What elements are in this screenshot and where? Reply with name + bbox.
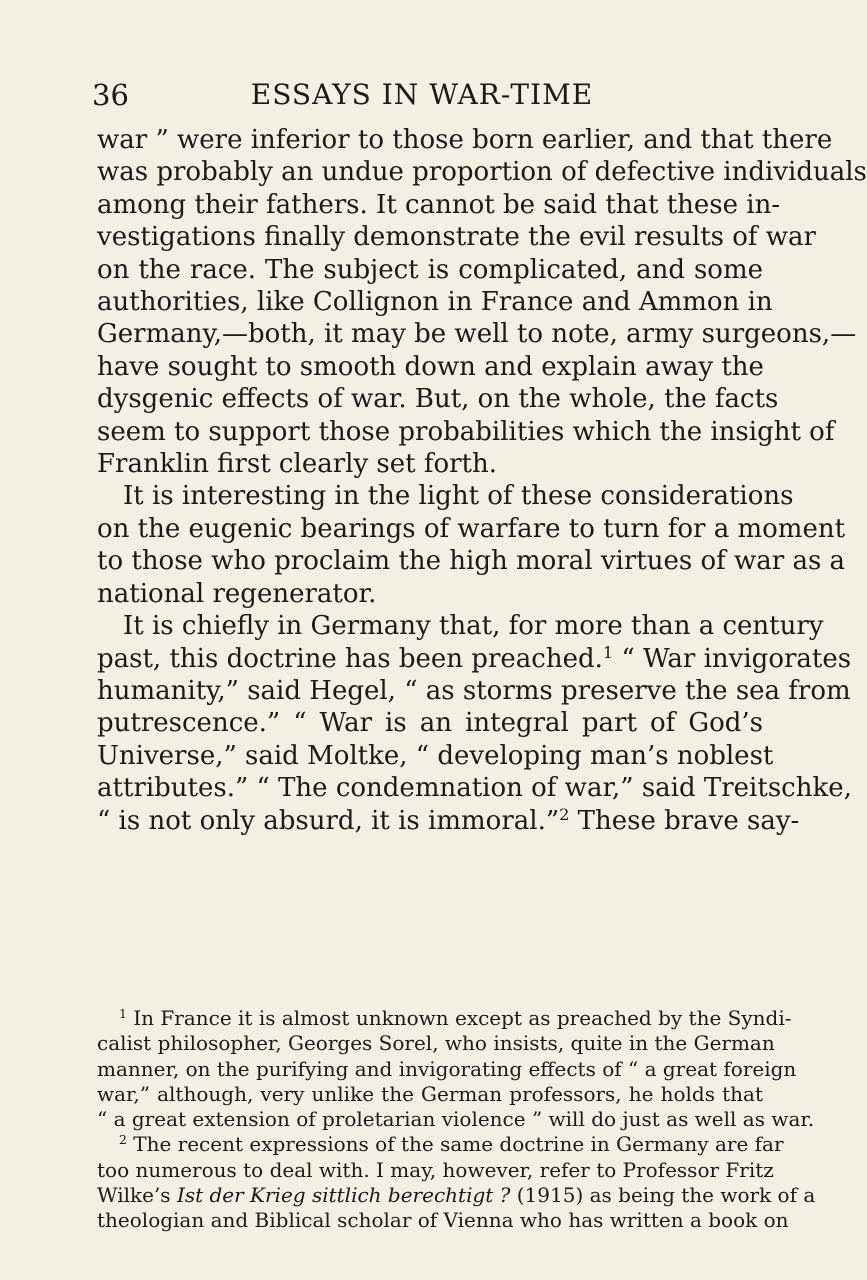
footnote-line: too numerous to deal with. I may, however, refer to Professor Fritz — [97, 1157, 774, 1182]
body-line: vestigations finally demonstrate the evil results of war — [97, 222, 816, 253]
book-title: Ist der Krieg sittlich berechtigt ? — [176, 1183, 511, 1208]
body-line: It is interesting in the light of these considerations — [123, 481, 794, 512]
body-line: war ” were inferior to those born earlier, and that there — [97, 125, 833, 155]
footnote-2 — [97, 1132, 784, 1157]
footnote-line: war,” although, very unlike the German professors, he holds that — [97, 1081, 763, 1106]
footnote-text: Wilke’s — [97, 1183, 177, 1208]
body-line: seem to support those probabilities which the insight of — [97, 416, 835, 447]
footnote-text: In France it is almost unknown except as preached by the Syndi- — [133, 1006, 792, 1030]
body-line: national regenerator. — [97, 578, 377, 609]
footnote-text: The recent expressions of the same doctrine in Germany are far — [133, 1132, 784, 1157]
footnote-line — [97, 1183, 816, 1208]
body-line: Franklin first clearly set forth. — [97, 449, 498, 480]
body-line: Universe,” said Moltke, “ developing man’s noblest — [97, 740, 774, 771]
body-line: Germany,—both, it may be well to note, army surgeons,— — [97, 319, 857, 350]
body-line: dysgenic effects of war. But, on the whole, the facts — [97, 384, 779, 415]
footnotes — [97, 1006, 816, 1234]
body-line: among their fathers. It cannot be said that these in- — [97, 189, 781, 220]
body-line: humanity,” said Hegel, “ as storms preserve the sea from — [97, 675, 851, 706]
footnote-line: manner, on the purifying and invigorating effects of “ a great foreign — [97, 1056, 797, 1081]
running-title: ESSAYS IN WAR-TIME — [250, 78, 594, 111]
footnote-1 — [97, 1006, 792, 1031]
footnote-line: calist philosopher, Georges Sorel, who insists, quite in the German — [97, 1031, 775, 1056]
body-line-segment: “ is not only absurd, it is immoral.” — [97, 805, 560, 836]
footnote-text: (1915) as being the work of a — [510, 1183, 816, 1208]
body-text — [97, 124, 867, 837]
body-line-segment: past, this doctrine has been preached. — [97, 643, 603, 674]
footnote-ref-1[interactable]: 1 — [602, 642, 614, 662]
body-line: to those who proclaim the high moral virtues of war as a — [97, 546, 846, 577]
body-line: on the eugenic bearings of warfare to turn for a moment — [97, 513, 846, 544]
footnote-ref-2[interactable]: 2 — [559, 804, 570, 824]
body-line: attributes.” “ The condemnation of war,” said Treitschke, — [97, 773, 852, 804]
body-line: on the race. The subject is complicated, and some — [97, 254, 763, 285]
footnote-line: theologian and Biblical scholar of Vienna who has written a book on — [97, 1208, 789, 1233]
body-line-segment: These brave say- — [577, 805, 800, 836]
body-line-with-footnote-ref — [97, 804, 800, 837]
body-line-segment: “ War invigorates — [621, 643, 852, 674]
footnote-marker-1: 1 — [119, 1006, 127, 1022]
body-line: It is chiefly in Germany that, for more than a century — [123, 611, 824, 642]
body-line-with-footnote-ref — [97, 642, 852, 675]
body-line: have sought to smooth down and explain away the — [97, 351, 764, 382]
body-line: was probably an undue proportion of defective individuals — [97, 157, 867, 188]
page-number: 36 — [92, 78, 129, 112]
page-header — [92, 78, 752, 118]
body-line: authorities, like Collignon in France and Ammon in — [97, 287, 773, 318]
footnote-line: “ a great extension of proletarian violence ” will do just as well as war. — [97, 1107, 815, 1132]
body-line: putrescence.” “ War is an integral part of God’s — [97, 708, 763, 739]
footnote-marker-2: 2 — [119, 1132, 127, 1148]
